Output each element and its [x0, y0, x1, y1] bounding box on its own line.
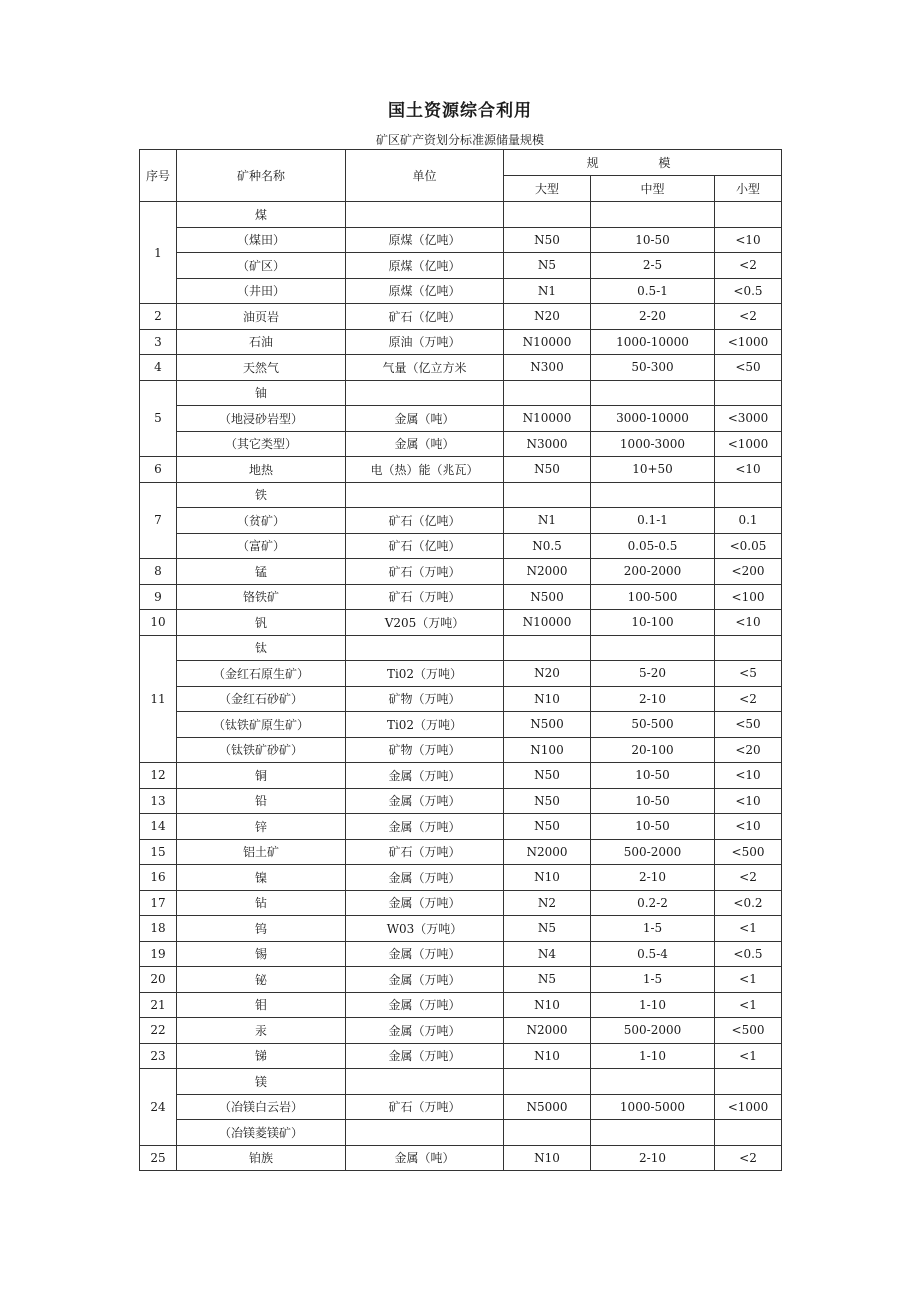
medium-scale-cell: 2-10: [591, 865, 715, 891]
header-mineral-name: 矿种名称: [177, 150, 346, 202]
seq-cell: 14: [140, 814, 177, 840]
large-scale-cell: N4: [504, 941, 591, 967]
unit-cell: 金属（万吨）: [346, 967, 504, 993]
small-scale-cell: <1: [715, 992, 782, 1018]
mineral-name-cell: 钒: [177, 610, 346, 636]
table-row: [140, 737, 782, 763]
mineral-name-cell: 铝土矿: [177, 839, 346, 865]
table-row: [140, 1145, 782, 1171]
seq-cell: 9: [140, 584, 177, 610]
medium-scale-cell: [591, 1120, 715, 1146]
mineral-name-cell: （煤田）: [177, 227, 346, 253]
medium-scale-cell: 0.5-1: [591, 278, 715, 304]
small-scale-cell: <0.05: [715, 533, 782, 559]
large-scale-cell: N2000: [504, 1018, 591, 1044]
unit-cell: 金属（吨）: [346, 1145, 504, 1171]
large-scale-cell: N2000: [504, 559, 591, 585]
medium-scale-cell: 1-5: [591, 916, 715, 942]
table-row: [140, 253, 782, 279]
table-row: [140, 941, 782, 967]
large-scale-cell: N500: [504, 584, 591, 610]
mineral-name-cell: 钨: [177, 916, 346, 942]
table-row: [140, 610, 782, 636]
seq-cell: 22: [140, 1018, 177, 1044]
small-scale-cell: <3000: [715, 406, 782, 432]
mineral-name-cell: 汞: [177, 1018, 346, 1044]
unit-cell: Ti02（万吨）: [346, 712, 504, 738]
mineral-name-cell: 铬铁矿: [177, 584, 346, 610]
mineral-name-cell: 铅: [177, 788, 346, 814]
mineral-name-cell: 钼: [177, 992, 346, 1018]
medium-scale-cell: 2-5: [591, 253, 715, 279]
small-scale-cell: [715, 1120, 782, 1146]
mineral-name-cell: 地热: [177, 457, 346, 483]
mineral-name-cell: （地浸砂岩型）: [177, 406, 346, 432]
mineral-name-cell: 钛: [177, 635, 346, 661]
medium-scale-cell: 10-50: [591, 788, 715, 814]
mineral-name-cell: 煤: [177, 202, 346, 228]
mineral-name-cell: 石油: [177, 329, 346, 355]
seq-cell: 23: [140, 1043, 177, 1069]
table-row: [140, 712, 782, 738]
small-scale-cell: <1: [715, 967, 782, 993]
large-scale-cell: N20: [504, 304, 591, 330]
small-scale-cell: <0.2: [715, 890, 782, 916]
mineral-name-cell: （富矿）: [177, 533, 346, 559]
table-caption: 矿区矿产资划分标准源储量规模: [375, 133, 544, 147]
mineral-scale-table: [139, 149, 782, 1171]
seq-cell: 20: [140, 967, 177, 993]
large-scale-cell: N100: [504, 737, 591, 763]
small-scale-cell: <0.5: [715, 941, 782, 967]
medium-scale-cell: 10-100: [591, 610, 715, 636]
large-scale-cell: [504, 1069, 591, 1095]
unit-cell: 金属（万吨）: [346, 941, 504, 967]
small-scale-cell: <500: [715, 839, 782, 865]
small-scale-cell: [715, 380, 782, 406]
unit-cell: 矿石（万吨）: [346, 559, 504, 585]
large-scale-cell: N50: [504, 763, 591, 789]
seq-cell: 17: [140, 890, 177, 916]
mineral-name-cell: （其它类型）: [177, 431, 346, 457]
large-scale-cell: N2000: [504, 839, 591, 865]
seq-cell: 13: [140, 788, 177, 814]
seq-cell: 18: [140, 916, 177, 942]
small-scale-cell: <0.5: [715, 278, 782, 304]
mineral-name-cell: 锡: [177, 941, 346, 967]
large-scale-cell: N10: [504, 686, 591, 712]
medium-scale-cell: 10-50: [591, 227, 715, 253]
unit-cell: 原煤（亿吨）: [346, 253, 504, 279]
table-row: [140, 635, 782, 661]
large-scale-cell: N1: [504, 278, 591, 304]
medium-scale-cell: 20-100: [591, 737, 715, 763]
table-row: [140, 431, 782, 457]
table-row: [140, 865, 782, 891]
small-scale-cell: <50: [715, 355, 782, 381]
small-scale-cell: <2: [715, 253, 782, 279]
unit-cell: 矿石（万吨）: [346, 584, 504, 610]
header-unit: 单位: [346, 150, 504, 202]
medium-scale-cell: 2-10: [591, 1145, 715, 1171]
large-scale-cell: N10000: [504, 329, 591, 355]
table-header: [140, 150, 782, 202]
medium-scale-cell: 1000-3000: [591, 431, 715, 457]
table-row: [140, 508, 782, 534]
mineral-name-cell: （冶镁白云岩）: [177, 1094, 346, 1120]
mineral-name-cell: （钛铁矿砂矿）: [177, 737, 346, 763]
mineral-name-cell: （金红石原生矿）: [177, 661, 346, 687]
seq-cell: 25: [140, 1145, 177, 1171]
table-row: [140, 202, 782, 228]
seq-cell: 19: [140, 941, 177, 967]
medium-scale-cell: [591, 380, 715, 406]
small-scale-cell: <100: [715, 584, 782, 610]
unit-cell: 矿石（万吨）: [346, 839, 504, 865]
small-scale-cell: [715, 202, 782, 228]
unit-cell: 金属（万吨）: [346, 763, 504, 789]
large-scale-cell: N10000: [504, 406, 591, 432]
table-row: [140, 788, 782, 814]
table-row: [140, 457, 782, 483]
unit-cell: 气量（亿立方米: [346, 355, 504, 381]
unit-cell: 金属（万吨）: [346, 1043, 504, 1069]
large-scale-cell: N50: [504, 814, 591, 840]
unit-cell: 矿石（亿吨）: [346, 533, 504, 559]
medium-scale-cell: 10-50: [591, 763, 715, 789]
large-scale-cell: N2: [504, 890, 591, 916]
small-scale-cell: <1000: [715, 431, 782, 457]
unit-cell: [346, 635, 504, 661]
seq-cell: 7: [140, 482, 177, 559]
unit-cell: 矿物（万吨）: [346, 686, 504, 712]
seq-cell: 12: [140, 763, 177, 789]
medium-scale-cell: 1-10: [591, 1043, 715, 1069]
seq-cell: 21: [140, 992, 177, 1018]
header-seq: 序号: [140, 150, 177, 202]
medium-scale-cell: 3000-10000: [591, 406, 715, 432]
small-scale-cell: 0.1: [715, 508, 782, 534]
small-scale-cell: <10: [715, 227, 782, 253]
seq-cell: 4: [140, 355, 177, 381]
small-scale-cell: <1000: [715, 1094, 782, 1120]
small-scale-cell: <5: [715, 661, 782, 687]
large-scale-cell: N20: [504, 661, 591, 687]
small-scale-cell: <1: [715, 916, 782, 942]
mineral-name-cell: 铁: [177, 482, 346, 508]
small-scale-cell: <10: [715, 814, 782, 840]
table-row: [140, 380, 782, 406]
mineral-name-cell: （贫矿）: [177, 508, 346, 534]
large-scale-cell: N5: [504, 916, 591, 942]
seq-cell: 11: [140, 635, 177, 763]
medium-scale-cell: 0.2-2: [591, 890, 715, 916]
medium-scale-cell: 1-5: [591, 967, 715, 993]
medium-scale-cell: 2-20: [591, 304, 715, 330]
unit-cell: 金属（万吨）: [346, 1018, 504, 1044]
unit-cell: 金属（万吨）: [346, 814, 504, 840]
small-scale-cell: <50: [715, 712, 782, 738]
unit-cell: Ti02（万吨）: [346, 661, 504, 687]
table-row: [140, 814, 782, 840]
unit-cell: 矿石（亿吨）: [346, 508, 504, 534]
mineral-name-cell: 镍: [177, 865, 346, 891]
table-row: [140, 559, 782, 585]
header-medium: 中型: [591, 176, 715, 202]
small-scale-cell: <2: [715, 686, 782, 712]
small-scale-cell: <2: [715, 304, 782, 330]
small-scale-cell: <1000: [715, 329, 782, 355]
large-scale-cell: [504, 202, 591, 228]
table-row: [140, 763, 782, 789]
medium-scale-cell: 2-10: [591, 686, 715, 712]
unit-cell: 矿物（万吨）: [346, 737, 504, 763]
header-large: 大型: [504, 176, 591, 202]
unit-cell: 金属（万吨）: [346, 992, 504, 1018]
table-row: [140, 584, 782, 610]
table-row: [140, 686, 782, 712]
medium-scale-cell: [591, 202, 715, 228]
table-row: [140, 278, 782, 304]
seq-cell: 1: [140, 202, 177, 304]
medium-scale-cell: 1000-5000: [591, 1094, 715, 1120]
seq-cell: 5: [140, 380, 177, 457]
unit-cell: [346, 1120, 504, 1146]
page-title: 国土资源综合利用: [388, 101, 532, 121]
table-row: [140, 661, 782, 687]
unit-cell: W03（万吨）: [346, 916, 504, 942]
medium-scale-cell: 0.5-4: [591, 941, 715, 967]
large-scale-cell: N10: [504, 992, 591, 1018]
seq-cell: 2: [140, 304, 177, 330]
medium-scale-cell: 1-10: [591, 992, 715, 1018]
mineral-name-cell: （金红石砂矿）: [177, 686, 346, 712]
small-scale-cell: <500: [715, 1018, 782, 1044]
unit-cell: 金属（万吨）: [346, 890, 504, 916]
table-row: [140, 1069, 782, 1095]
mineral-name-cell: 铋: [177, 967, 346, 993]
medium-scale-cell: 10+50: [591, 457, 715, 483]
table-row: [140, 1018, 782, 1044]
table-row: [140, 533, 782, 559]
unit-cell: 矿石（亿吨）: [346, 304, 504, 330]
small-scale-cell: [715, 635, 782, 661]
mineral-name-cell: （井田）: [177, 278, 346, 304]
mineral-name-cell: （矿区）: [177, 253, 346, 279]
seq-cell: 10: [140, 610, 177, 636]
medium-scale-cell: 0.1-1: [591, 508, 715, 534]
table-row: [140, 329, 782, 355]
unit-cell: 金属（万吨）: [346, 788, 504, 814]
table-row: [140, 1043, 782, 1069]
small-scale-cell: [715, 1069, 782, 1095]
mineral-name-cell: 铜: [177, 763, 346, 789]
medium-scale-cell: 50-300: [591, 355, 715, 381]
large-scale-cell: N500: [504, 712, 591, 738]
mineral-name-cell: 天然气: [177, 355, 346, 381]
large-scale-cell: [504, 1120, 591, 1146]
large-scale-cell: N10000: [504, 610, 591, 636]
unit-cell: [346, 1069, 504, 1095]
table-row: [140, 992, 782, 1018]
unit-cell: 原煤（亿吨）: [346, 278, 504, 304]
medium-scale-cell: 10-50: [591, 814, 715, 840]
mineral-name-cell: 锌: [177, 814, 346, 840]
mineral-name-cell: （冶镁菱镁矿）: [177, 1120, 346, 1146]
large-scale-cell: [504, 635, 591, 661]
small-scale-cell: <10: [715, 457, 782, 483]
seq-cell: 3: [140, 329, 177, 355]
mineral-name-cell: 锑: [177, 1043, 346, 1069]
table-row: [140, 227, 782, 253]
medium-scale-cell: 0.05-0.5: [591, 533, 715, 559]
medium-scale-cell: 50-500: [591, 712, 715, 738]
small-scale-cell: <20: [715, 737, 782, 763]
seq-cell: 8: [140, 559, 177, 585]
small-scale-cell: <200: [715, 559, 782, 585]
large-scale-cell: N5: [504, 253, 591, 279]
seq-cell: 15: [140, 839, 177, 865]
unit-cell: 电（热）能（兆瓦）: [346, 457, 504, 483]
large-scale-cell: N1: [504, 508, 591, 534]
large-scale-cell: N10: [504, 1043, 591, 1069]
large-scale-cell: N50: [504, 227, 591, 253]
large-scale-cell: N3000: [504, 431, 591, 457]
table-row: [140, 967, 782, 993]
unit-cell: 金属（万吨）: [346, 865, 504, 891]
header-scale: 规 模: [504, 150, 782, 176]
large-scale-cell: N50: [504, 788, 591, 814]
table-row: [140, 406, 782, 432]
mineral-name-cell: 铂族: [177, 1145, 346, 1171]
seq-cell: 24: [140, 1069, 177, 1146]
medium-scale-cell: 500-2000: [591, 839, 715, 865]
large-scale-cell: N10: [504, 1145, 591, 1171]
medium-scale-cell: 1000-10000: [591, 329, 715, 355]
medium-scale-cell: 200-2000: [591, 559, 715, 585]
large-scale-cell: N5000: [504, 1094, 591, 1120]
table-row: [140, 839, 782, 865]
medium-scale-cell: [591, 635, 715, 661]
medium-scale-cell: 500-2000: [591, 1018, 715, 1044]
unit-cell: 金属（吨）: [346, 406, 504, 432]
small-scale-cell: <10: [715, 610, 782, 636]
table-row: [140, 355, 782, 381]
medium-scale-cell: 5-20: [591, 661, 715, 687]
unit-cell: [346, 482, 504, 508]
mineral-name-cell: 锰: [177, 559, 346, 585]
small-scale-cell: <2: [715, 865, 782, 891]
large-scale-cell: N0.5: [504, 533, 591, 559]
large-scale-cell: N300: [504, 355, 591, 381]
small-scale-cell: <2: [715, 1145, 782, 1171]
seq-cell: 16: [140, 865, 177, 891]
table-row: [140, 1094, 782, 1120]
unit-cell: [346, 202, 504, 228]
unit-cell: [346, 380, 504, 406]
mineral-name-cell: 钻: [177, 890, 346, 916]
unit-cell: 金属（吨）: [346, 431, 504, 457]
table-body: [140, 202, 782, 1171]
table-row: [140, 482, 782, 508]
mineral-name-cell: 油页岩: [177, 304, 346, 330]
large-scale-cell: N50: [504, 457, 591, 483]
unit-cell: V205（万吨）: [346, 610, 504, 636]
large-scale-cell: [504, 482, 591, 508]
large-scale-cell: N10: [504, 865, 591, 891]
medium-scale-cell: [591, 482, 715, 508]
seq-cell: 6: [140, 457, 177, 483]
small-scale-cell: <10: [715, 763, 782, 789]
unit-cell: 矿石（万吨）: [346, 1094, 504, 1120]
table-row: [140, 304, 782, 330]
mineral-name-cell: 镁: [177, 1069, 346, 1095]
large-scale-cell: N5: [504, 967, 591, 993]
mineral-name-cell: 铀: [177, 380, 346, 406]
medium-scale-cell: 100-500: [591, 584, 715, 610]
mineral-name-cell: （钛铁矿原生矿）: [177, 712, 346, 738]
small-scale-cell: [715, 482, 782, 508]
unit-cell: 原油（万吨）: [346, 329, 504, 355]
header-small: 小型: [715, 176, 782, 202]
medium-scale-cell: [591, 1069, 715, 1095]
small-scale-cell: <10: [715, 788, 782, 814]
table-row: [140, 1120, 782, 1146]
small-scale-cell: <1: [715, 1043, 782, 1069]
table-row: [140, 916, 782, 942]
table-row: [140, 890, 782, 916]
unit-cell: 原煤（亿吨）: [346, 227, 504, 253]
large-scale-cell: [504, 380, 591, 406]
